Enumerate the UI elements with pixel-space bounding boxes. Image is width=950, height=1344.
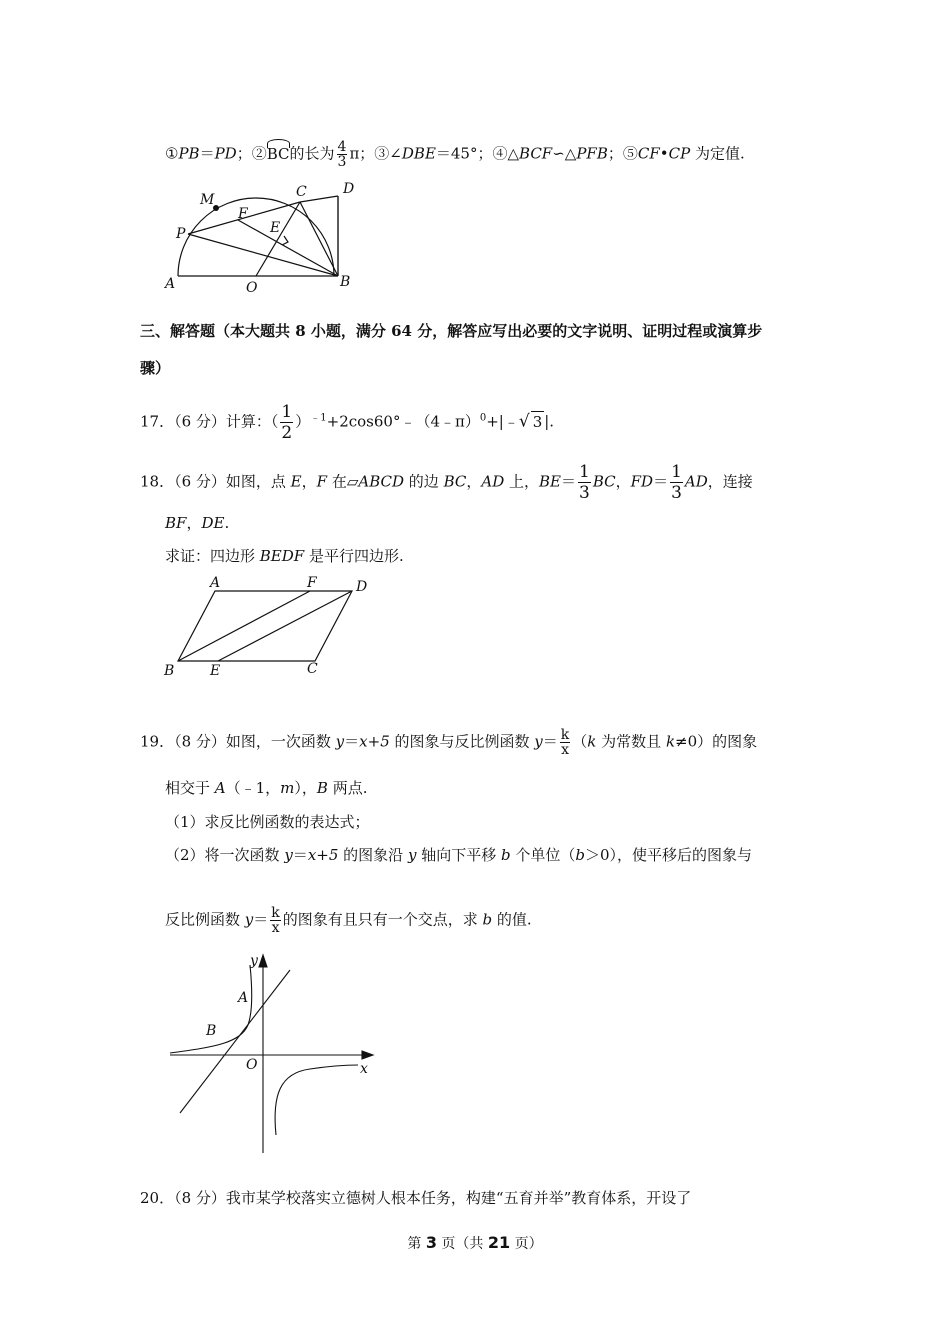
q19-text: 的图象有且只有一个交点，求 <box>282 910 483 929</box>
q19-text: （﹣1， <box>225 779 281 797</box>
frac-den: 3 <box>579 483 590 503</box>
q18-text: BE <box>539 472 561 491</box>
q19-text: y <box>284 846 293 864</box>
frac-num: 1 <box>281 402 293 422</box>
q19-text: x+5 <box>359 732 390 751</box>
q18-text: ＝ <box>653 472 669 491</box>
hyperbola-branch-right <box>275 1065 358 1135</box>
question-19 <box>140 728 757 757</box>
q18-text: 求证：四边形 <box>165 547 260 565</box>
q19-text: y <box>244 910 254 929</box>
q16-text: CF <box>637 144 660 163</box>
q16-text: • <box>659 144 669 163</box>
radicand: 3 <box>532 412 543 431</box>
q16-text: ∽△ <box>552 144 577 163</box>
label-e: E <box>270 220 281 236</box>
fraction-k-x <box>560 728 570 757</box>
q16-text: π；③∠ <box>349 144 402 163</box>
q18-text: DE <box>201 514 225 532</box>
q19-text: y <box>335 732 345 751</box>
linear-function-line <box>180 970 290 1113</box>
frac-num: k <box>560 727 570 743</box>
q17-text: ） <box>295 412 311 431</box>
label-m: M <box>200 192 215 208</box>
q19-text: 的图象沿 <box>338 846 408 864</box>
frac-den: x <box>271 920 280 936</box>
q18-line2 <box>165 513 229 533</box>
q18-text: AD <box>481 472 505 491</box>
q19-text: ＝ <box>344 732 360 751</box>
q18-text: BF <box>165 514 187 532</box>
q19-text: ＝ <box>253 910 269 929</box>
exponent: ﹣1 <box>310 412 327 424</box>
q19-text: k <box>665 732 676 751</box>
q18-text: 上， <box>504 472 539 491</box>
arc-bc: BC <box>266 144 290 163</box>
q17-text: +2cos60°﹣（4﹣π） <box>326 412 480 431</box>
label-a: A <box>210 575 221 591</box>
footer-text: 页） <box>510 1236 543 1252</box>
q19-text: x+5 <box>307 846 339 864</box>
q19-text: b <box>575 846 585 864</box>
fraction-4-3 <box>337 140 348 169</box>
label-f: F <box>238 206 248 222</box>
q17-text: +|﹣ <box>486 412 519 431</box>
q19-text: 的值. <box>492 910 532 929</box>
label-d: D <box>356 579 368 595</box>
q19-text: m <box>280 779 295 797</box>
q19-line2 <box>165 778 368 798</box>
x-axis-arrow-icon <box>362 1051 373 1059</box>
q16-text: PD <box>214 144 237 163</box>
q18-text: ， <box>466 472 482 491</box>
q19-text: ）， <box>294 779 317 797</box>
q18-text: FD <box>630 472 654 491</box>
q16-text: PFB <box>576 144 608 163</box>
footer-text: 页（共 <box>436 1236 488 1252</box>
footer-text: 第 <box>407 1236 426 1252</box>
frac-num: k <box>271 905 280 921</box>
y-axis-arrow-icon <box>259 955 267 967</box>
q19-line3 <box>165 906 532 935</box>
label-y: y <box>250 953 258 969</box>
figure-parallelogram <box>160 575 375 680</box>
q18-text: ，连接 <box>707 472 753 491</box>
q19-text: 为常数且 <box>596 732 666 751</box>
question-20: 20．（8 分）我市某学校落实立德树人根本任务，构建“五育并举”教育体系，开设了 <box>140 1189 692 1207</box>
q16-text: ＝45°；④△ <box>435 144 520 163</box>
q18-prove <box>165 546 404 566</box>
fraction-1-3 <box>670 462 683 503</box>
frac-num: 1 <box>579 462 590 482</box>
total-pages: 21 <box>487 1233 511 1252</box>
q16-text: PB <box>178 144 200 163</box>
q19-text: ＞0），使平移后的图象与 <box>584 846 753 864</box>
frac-den: x <box>561 742 569 758</box>
q18-text: BC <box>592 472 616 491</box>
q19-text: 两点. <box>327 779 368 797</box>
parallelogram-abcd <box>178 591 352 661</box>
q18-text: BC <box>443 472 467 491</box>
q19-text: （2）将一次函数 <box>165 846 285 864</box>
fraction-1-3 <box>578 462 591 503</box>
q19-text: B <box>316 779 328 797</box>
q19-text: ＝ <box>542 732 558 751</box>
q18-text: ， <box>615 472 631 491</box>
exponent: 0 <box>479 412 487 424</box>
q18-text: . <box>224 514 230 532</box>
q17-text: 17．（6 分）计算：（ <box>140 412 279 431</box>
label-e: E <box>210 663 221 679</box>
q19-text: 轴向下平移 <box>416 846 501 864</box>
label-o: O <box>246 280 258 295</box>
label-a: A <box>238 990 249 1006</box>
q19-text: A <box>214 779 226 797</box>
q18-text: AD <box>684 472 708 491</box>
right-angle-mark <box>282 236 288 245</box>
q18-text: BEDF <box>259 547 305 565</box>
q17-text: |. <box>544 412 555 431</box>
q18-text: ABCD <box>358 472 405 491</box>
frac-num: 1 <box>671 462 682 482</box>
question-18 <box>140 462 753 503</box>
section-title-cont: 骤） <box>140 359 171 377</box>
line-ed <box>218 591 352 661</box>
section-title: 三、解答题（本大题共 8 小题，满分 64 分，解答应写出必要的文字说明、证明过程或演算步 <box>140 322 763 340</box>
q18-text: 的边 <box>404 472 444 491</box>
q19-text: 的图象与反比例函数 <box>389 732 535 751</box>
q18-text: 是平行四边形. <box>304 547 404 565</box>
q18-text: ＝ <box>560 472 576 491</box>
q18-text: ， <box>301 472 317 491</box>
frac-num: 4 <box>337 139 347 155</box>
q19-text: 相交于 <box>165 779 215 797</box>
frac-den: 3 <box>337 154 347 170</box>
label-b: B <box>164 663 175 679</box>
label-b: B <box>340 274 351 290</box>
frac-den: 2 <box>281 423 293 443</box>
q19-text: （ <box>572 732 588 751</box>
q16-text: DBE <box>401 144 436 163</box>
label-p: P <box>176 226 186 242</box>
figure-function-graph <box>160 945 385 1160</box>
hyperbola-branch-left <box>170 965 252 1053</box>
q19-text: 19．（8 分）如图，一次函数 <box>140 732 336 751</box>
q16-text: ；② <box>236 144 267 163</box>
figure-semicircle <box>160 180 370 295</box>
q19-text: b <box>482 910 493 929</box>
q16-text: ① <box>165 144 179 163</box>
q16-text: ＝ <box>199 144 215 163</box>
q16-statements <box>165 140 745 169</box>
q16-text: 为定值. <box>694 144 745 163</box>
fraction-k-x <box>270 906 280 935</box>
q16-text: CP <box>668 144 691 163</box>
label-o: O <box>246 1057 258 1073</box>
label-a: A <box>165 276 176 292</box>
q18-text: 18．（6 分）如图，点 <box>140 472 291 491</box>
sqrt-icon: √ <box>518 411 530 432</box>
frac-den: 3 <box>671 483 682 503</box>
question-17 <box>140 402 554 443</box>
q18-text: ， <box>186 514 202 532</box>
q18-text: F <box>316 472 328 491</box>
q19-text: ＝ <box>292 846 308 864</box>
q19-text: k <box>587 732 597 751</box>
q19-sub1: （1）求反比例函数的表达式； <box>165 813 370 831</box>
fraction-1-2 <box>280 402 293 443</box>
label-c: C <box>307 661 318 677</box>
q16-text: ；⑤ <box>607 144 638 163</box>
q16-text: BCF <box>519 144 553 163</box>
q19-text: y <box>534 732 543 751</box>
q18-text: E <box>290 472 302 491</box>
label-c: C <box>296 184 307 200</box>
q19-text: 个单位（ <box>510 846 576 864</box>
label-d: D <box>343 181 355 197</box>
line-pb <box>188 234 338 276</box>
line-bf <box>178 591 310 661</box>
q19-text: b <box>500 846 511 864</box>
label-b: B <box>206 1023 217 1039</box>
q19-text: ≠0）的图象 <box>675 732 758 751</box>
label-f: F <box>307 575 317 591</box>
label-x: x <box>360 1061 368 1077</box>
page-footer <box>0 1233 950 1253</box>
semicircle-arc <box>178 198 334 276</box>
page-number: 3 <box>425 1233 437 1252</box>
q16-text: 的长为 <box>289 144 335 163</box>
q19-text: 反比例函数 <box>165 910 245 929</box>
q19-sub2 <box>165 845 752 865</box>
q18-text: 在▱ <box>327 472 359 491</box>
q19-text: y <box>407 846 417 864</box>
